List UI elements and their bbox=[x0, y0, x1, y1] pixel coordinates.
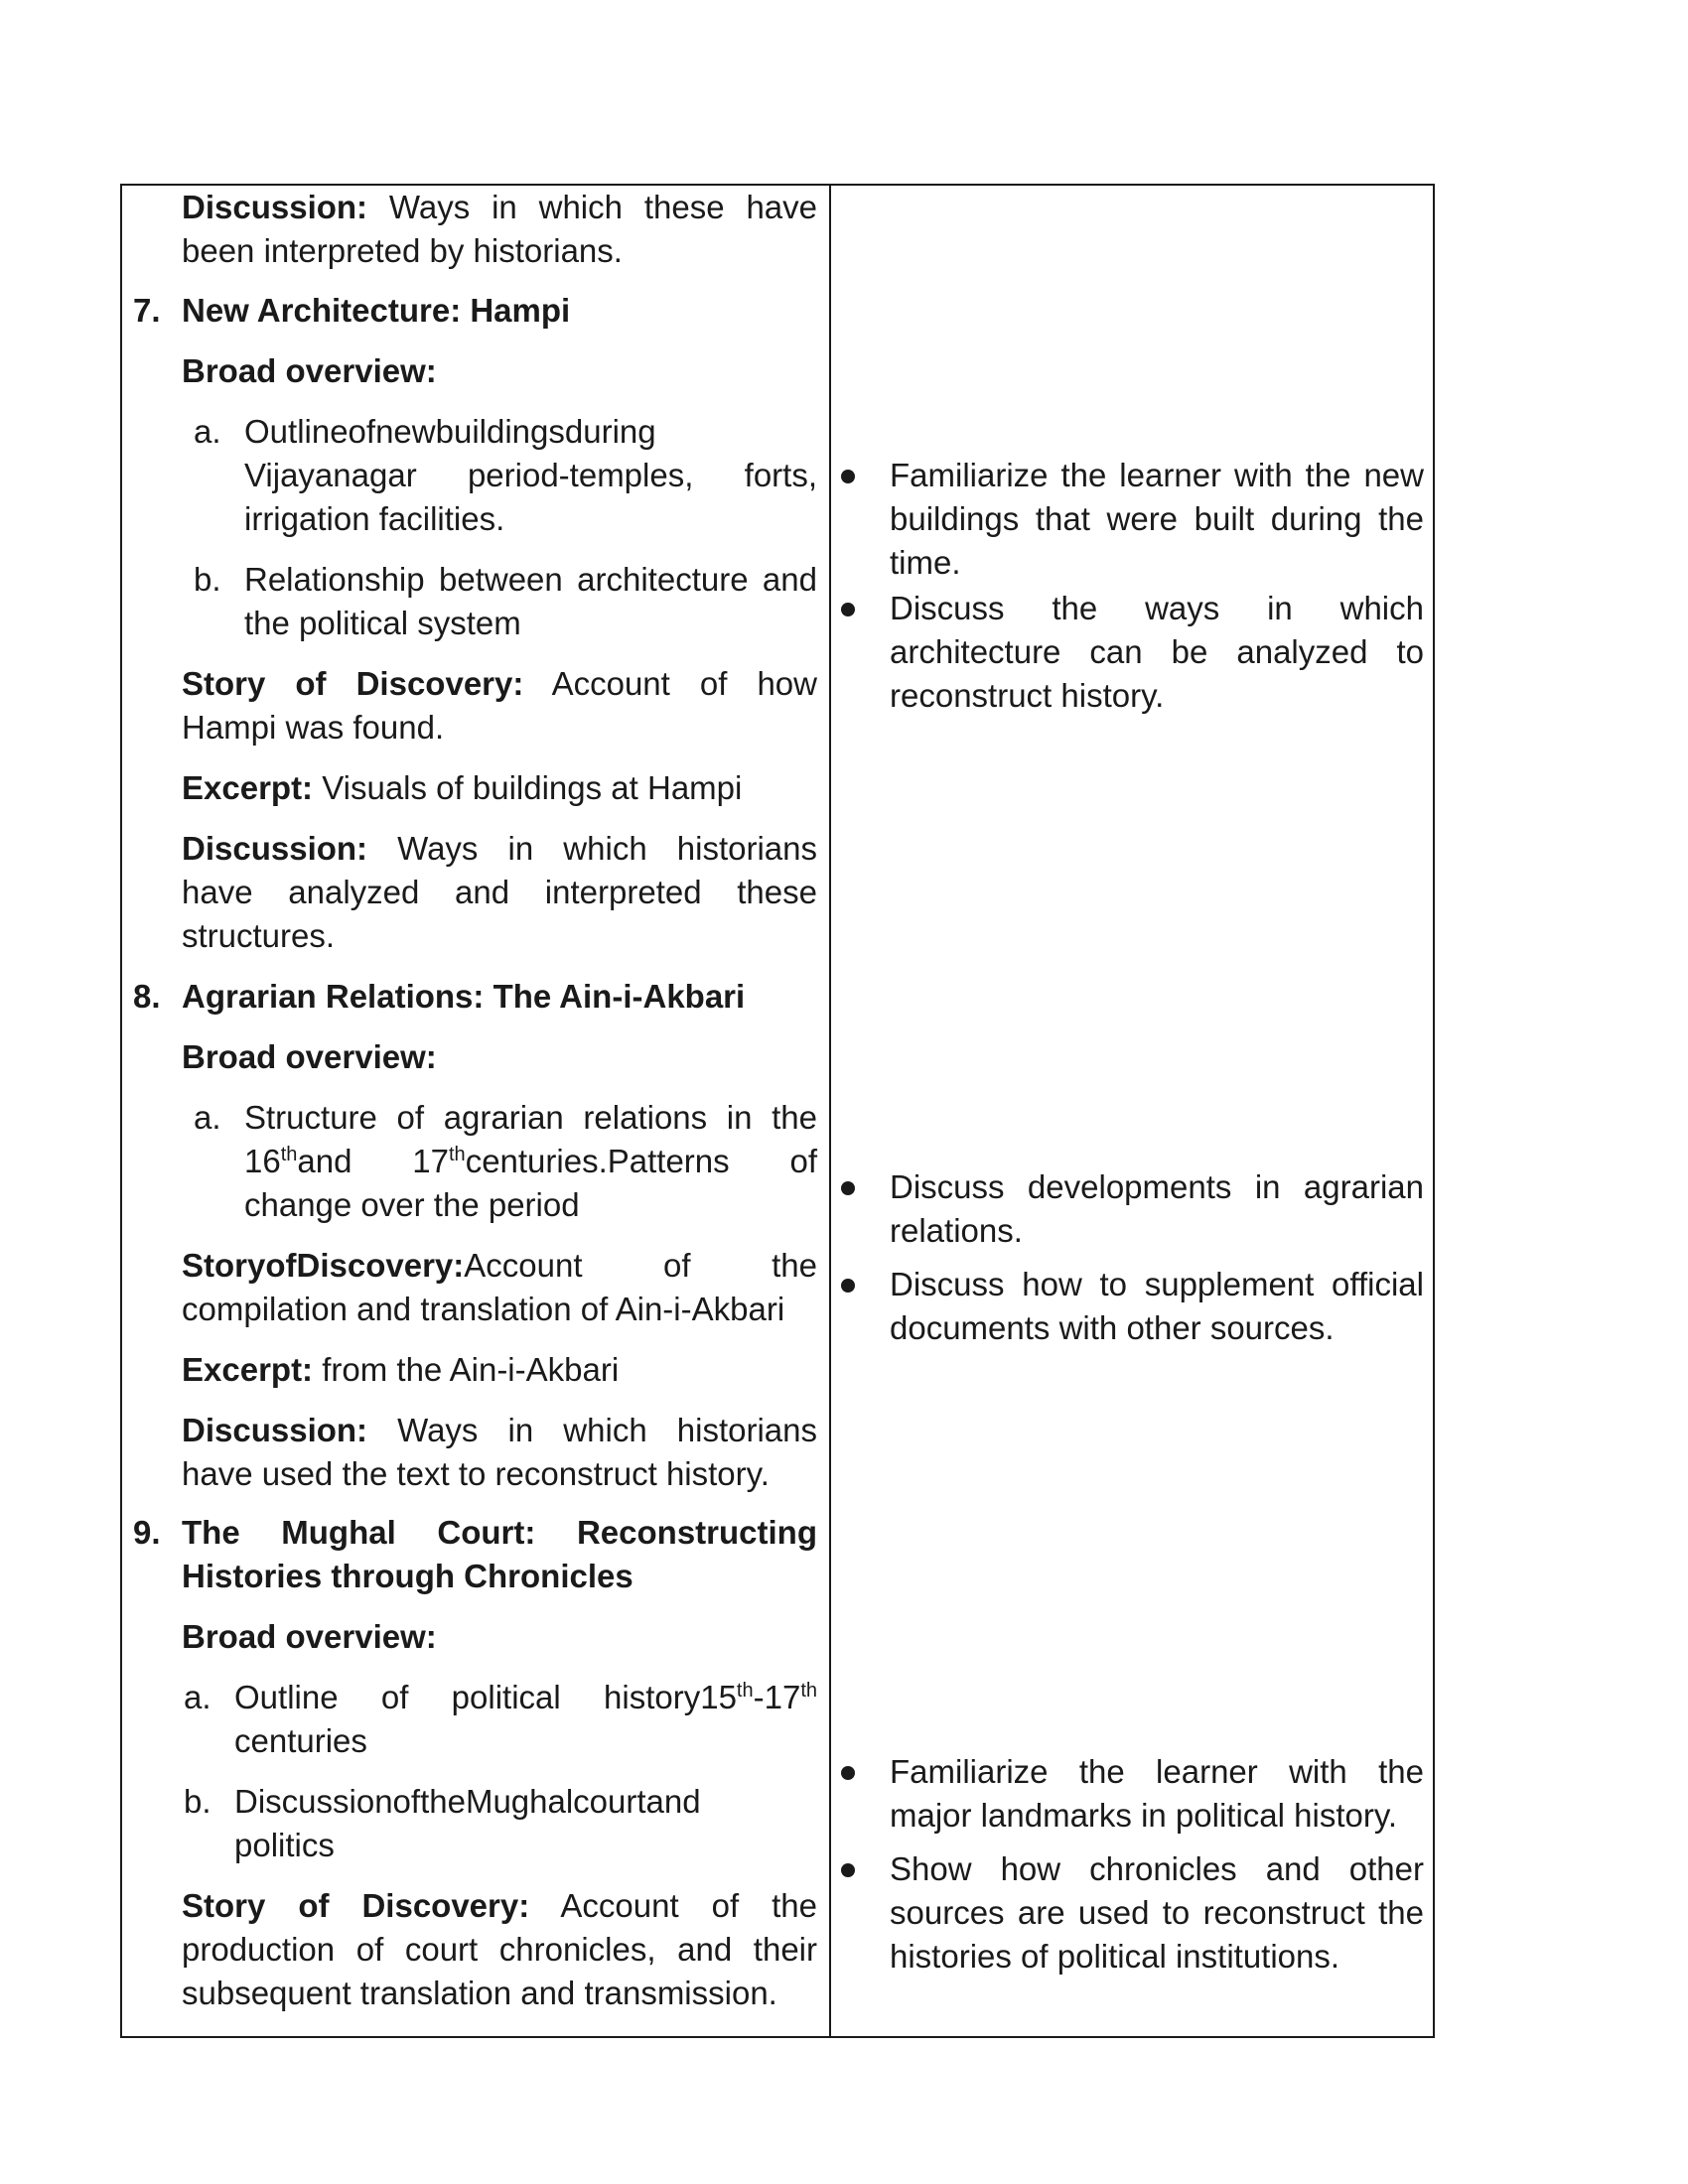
list-mark: b. bbox=[194, 561, 221, 598]
story-of-discovery-line: production of court chronicles, and their bbox=[182, 1931, 817, 1968]
objective-text: major landmarks in political history. bbox=[890, 1797, 1398, 1834]
story-label: StoryofDiscovery: bbox=[182, 1247, 465, 1284]
list-item-text: Structure of agrarian relations in the bbox=[244, 1099, 817, 1136]
list-item-text: of bbox=[789, 1143, 817, 1179]
objective-text: Show how chronicles and other bbox=[890, 1850, 1424, 1887]
story-of-discovery-line bbox=[182, 1884, 817, 1928]
objective-text: relations. bbox=[890, 1212, 1023, 1249]
objective-text: reconstruct history. bbox=[890, 677, 1165, 714]
bullet-icon bbox=[841, 1863, 855, 1877]
list-item-text: centuries bbox=[234, 1722, 367, 1759]
objective-text: histories of political institutions. bbox=[890, 1938, 1340, 1975]
list-item-text: Outlineofnewbuildingsduring bbox=[244, 413, 656, 450]
discussion-line bbox=[182, 827, 817, 871]
objective-text: Familiarize the learner with the bbox=[890, 1753, 1424, 1790]
section-title-mughal: Histories through Chronicles bbox=[182, 1558, 633, 1594]
list-item-text bbox=[244, 1140, 817, 1183]
excerpt-label: Excerpt: bbox=[182, 1351, 314, 1388]
list-item-text: irrigation facilities. bbox=[244, 500, 505, 537]
objective-text: Familiarize the learner with the new bbox=[890, 457, 1424, 493]
list-item-text: -17 bbox=[753, 1679, 801, 1715]
story-text: Account of the bbox=[464, 1247, 817, 1284]
item-number-8: 8. bbox=[133, 978, 161, 1015]
ordinal-suffix: th bbox=[280, 1144, 298, 1165]
objective-text: Discuss how to supplement official bbox=[890, 1266, 1424, 1302]
discussion-line bbox=[182, 1409, 817, 1452]
objective-text: buildings that were built during the bbox=[890, 500, 1424, 537]
discussion-label: Discussion: bbox=[182, 189, 368, 225]
bullet-icon bbox=[841, 470, 855, 483]
story-of-discovery-line: subsequent translation and transmission. bbox=[182, 1975, 777, 2011]
objective-text: Discuss developments in agrarian bbox=[890, 1168, 1424, 1205]
bullet-icon bbox=[841, 1279, 855, 1293]
list-item-text: Vijayanagar period-temples, forts, bbox=[244, 457, 817, 493]
broad-overview-heading: Broad overview: bbox=[182, 1038, 437, 1075]
discussion-line: have used the text to reconstruct history. bbox=[182, 1455, 770, 1492]
list-item-text bbox=[234, 1676, 817, 1719]
objective-text: documents with other sources. bbox=[890, 1309, 1335, 1346]
item-number-9: 9. bbox=[133, 1514, 161, 1551]
list-mark: b. bbox=[184, 1783, 211, 1820]
bullet-icon bbox=[841, 1766, 855, 1780]
list-item-text: Relationship between architecture and bbox=[244, 561, 817, 598]
s6-discussion-line-2: been interpreted by historians. bbox=[182, 232, 623, 269]
broad-overview-heading: Broad overview: bbox=[182, 352, 437, 389]
discussion-label: Discussion: bbox=[182, 1412, 368, 1448]
discussion-line: structures. bbox=[182, 917, 336, 954]
s6-discussion-line-1 bbox=[182, 186, 817, 229]
bullet-icon bbox=[841, 603, 855, 616]
section-title-mughal: The Mughal Court: Reconstructing bbox=[182, 1514, 817, 1551]
objective-text: architecture can be analyzed to bbox=[890, 633, 1424, 670]
list-item-text: change over the period bbox=[244, 1186, 580, 1223]
discussion-text: Ways in which historians bbox=[397, 830, 818, 867]
discussion-text: Ways in which historians bbox=[397, 1412, 818, 1448]
column-divider bbox=[829, 186, 831, 2036]
list-mark: a. bbox=[194, 413, 221, 450]
excerpt-line bbox=[182, 1348, 619, 1392]
broad-overview-heading: Broad overview: bbox=[182, 1618, 437, 1655]
objective-text: time. bbox=[890, 544, 961, 581]
century-number: 17 bbox=[412, 1143, 449, 1179]
story-text: Account of the bbox=[560, 1887, 817, 1924]
objective-text: Discuss the ways in which bbox=[890, 590, 1424, 626]
list-mark: a. bbox=[184, 1679, 211, 1715]
list-item-text: centuries.Patterns bbox=[465, 1143, 730, 1179]
list-item-text: and bbox=[297, 1143, 352, 1179]
story-of-discovery-line: Hampi was found. bbox=[182, 709, 445, 746]
story-of-discovery-line bbox=[182, 1244, 817, 1288]
list-item-text: politics bbox=[234, 1827, 335, 1863]
story-of-discovery-line bbox=[182, 662, 817, 706]
excerpt-text: Visuals of buildings at Hampi bbox=[322, 769, 743, 806]
list-item-text: DiscussionoftheMughalcourtand bbox=[234, 1783, 701, 1820]
story-label: Story of Discovery: bbox=[182, 665, 524, 702]
objective-text: sources are used to reconstruct the bbox=[890, 1894, 1424, 1931]
story-of-discovery-line: compilation and translation of Ain-i-Akbari bbox=[182, 1291, 785, 1327]
discussion-line: have analyzed and interpreted these bbox=[182, 874, 817, 910]
item-number-7: 7. bbox=[133, 292, 161, 329]
ordinal-suffix: th bbox=[800, 1680, 817, 1702]
excerpt-text: from the Ain-i-Akbari bbox=[322, 1351, 620, 1388]
bullet-icon bbox=[841, 1181, 855, 1195]
excerpt-line bbox=[182, 766, 742, 810]
section-title-hampi: New Architecture: Hampi bbox=[182, 292, 571, 329]
ordinal-suffix: th bbox=[736, 1680, 754, 1702]
discussion-text: Ways in which these have bbox=[388, 189, 817, 225]
story-text: Account of how bbox=[551, 665, 817, 702]
excerpt-label: Excerpt: bbox=[182, 769, 314, 806]
discussion-label: Discussion: bbox=[182, 830, 368, 867]
syllabus-table bbox=[120, 184, 1435, 2038]
ordinal-suffix: th bbox=[449, 1144, 466, 1165]
list-item-text: Outline of political history15 bbox=[234, 1679, 737, 1715]
story-label: Story of Discovery: bbox=[182, 1887, 530, 1924]
section-title-agrarian: Agrarian Relations: The Ain-i-Akbari bbox=[182, 978, 746, 1015]
century-number: 16 bbox=[244, 1143, 281, 1179]
list-mark: a. bbox=[194, 1099, 221, 1136]
list-item-text: the political system bbox=[244, 605, 521, 641]
